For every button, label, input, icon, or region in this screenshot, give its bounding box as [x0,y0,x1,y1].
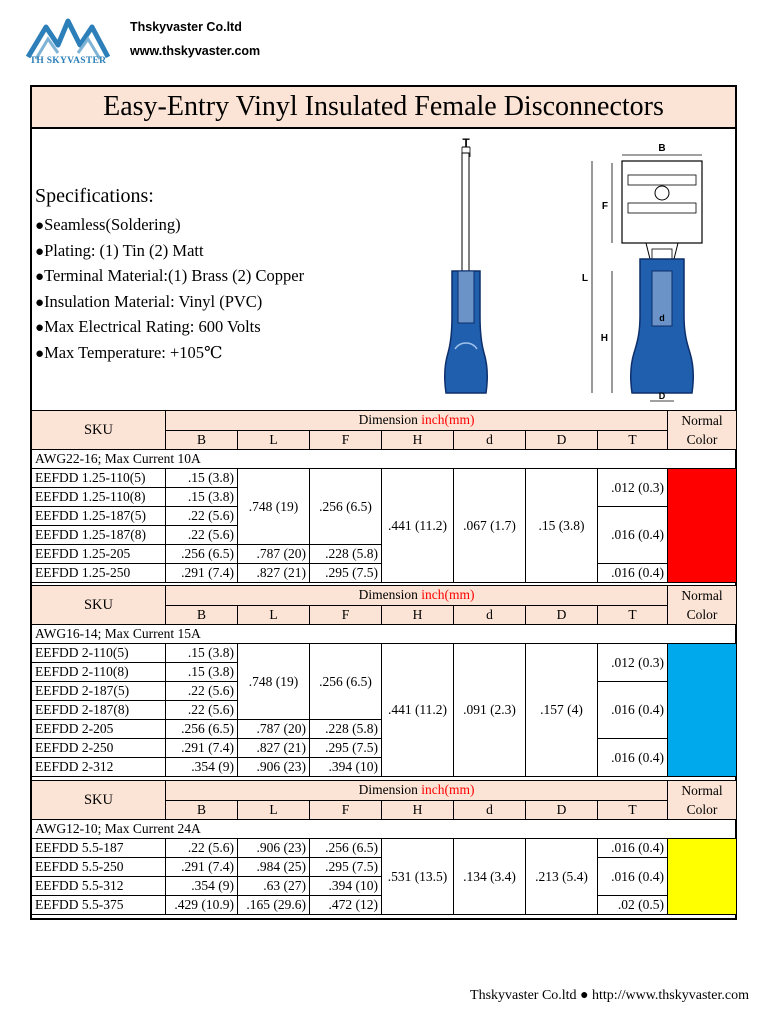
table-row [32,644,737,663]
h-cell: .441 (11.2) [382,644,454,777]
f-cell: .228 (5.8) [310,720,382,739]
b-cell: .15 (3.8) [166,488,238,507]
dim-label-t: T [462,136,470,150]
table-row [32,469,737,488]
h-cell: .531 (13.5) [382,839,454,915]
b-cell: .22 (5.6) [166,526,238,545]
t-cell: .016 (0.4) [598,564,668,583]
spec-item: ●Max Electrical Rating: 600 Volts [35,317,261,336]
b-cell: .15 (3.8) [166,644,238,663]
logo-brand-text: TH SKYVASTER [29,56,107,66]
l-cell: .165 (29.6) [238,896,310,915]
dimension-table-awg16-14 [31,585,737,777]
dim-label-b: B [658,143,666,154]
dimension-table-awg22-16 [31,410,737,583]
terminal-technical-drawing [422,131,732,409]
b-cell: .429 (10.9) [166,896,238,915]
color-swatch [668,839,737,915]
sku-header: SKU [32,781,166,820]
l-cell: .984 (25) [238,858,310,877]
d-small-cell: .067 (1.7) [454,469,526,583]
unit-label: inch(mm) [421,412,475,428]
column-header-t: T [598,430,668,450]
column-header-t: T [598,800,668,820]
f-cell: .394 (10) [310,758,382,777]
sku-cell: EEFDD 2-110(5) [32,644,166,663]
footer-url[interactable]: http://www.thskyvaster.com [592,988,749,1003]
front-view-drawing [582,143,702,401]
normal-color-header: Normal Color [668,411,737,450]
f-cell: .394 (10) [310,877,382,896]
f-cell: .472 (12) [310,896,382,915]
d-small-cell: .091 (2.3) [454,644,526,777]
f-cell: .295 (7.5) [310,739,382,758]
d-big-cell: .157 (4) [526,644,598,777]
column-header-d-small: d [454,605,526,625]
spec-item: ●Terminal Material:(1) Brass (2) Copper [35,266,305,285]
l-cell: .906 (23) [238,758,310,777]
b-cell: .22 (5.6) [166,839,238,858]
b-cell: .15 (3.8) [166,469,238,488]
t-cell: .016 (0.4) [598,839,668,858]
bullet-icon: ● [35,320,45,336]
color-swatch [668,644,737,777]
sku-cell: EEFDD 1.25-110(5) [32,469,166,488]
t-cell: .016 (0.4) [598,682,668,739]
sku-cell: EEFDD 1.25-250 [32,564,166,583]
t-cell: .016 (0.4) [598,507,668,564]
b-cell: .291 (7.4) [166,858,238,877]
column-header-d-small: d [454,800,526,820]
h-cell: .441 (11.2) [382,469,454,583]
column-header-f: F [310,605,382,625]
t-cell: .02 (0.5) [598,896,668,915]
group-label: AWG16-14; Max Current 15A [32,625,737,644]
b-cell: .22 (5.6) [166,507,238,526]
l-cell: .748 (19) [238,469,310,545]
dim-label-d-small: d [659,313,665,323]
color-swatch [668,469,737,583]
sku-cell: EEFDD 1.25-110(8) [32,488,166,507]
l-cell: .748 (19) [238,644,310,720]
f-cell: .295 (7.5) [310,858,382,877]
bullet-icon: ● [35,269,45,285]
bullet-icon: ● [580,988,589,1003]
table-row [32,839,737,858]
dimension-header: Dimension inch(mm) [166,781,668,801]
bullet-icon: ● [35,345,45,362]
l-cell: .827 (21) [238,564,310,583]
f-cell: .295 (7.5) [310,564,382,583]
specifications-section [32,129,735,411]
b-cell: .256 (6.5) [166,720,238,739]
unit-label: inch(mm) [421,587,475,603]
b-cell: .22 (5.6) [166,701,238,720]
f-cell: .256 (6.5) [310,469,382,545]
l-cell: .787 (20) [238,720,310,739]
column-header-d-small: d [454,430,526,450]
f-cell: .228 (5.8) [310,545,382,564]
spec-item: ●Plating: (1) Tin (2) Matt [35,240,204,260]
t-cell: .016 (0.4) [598,739,668,777]
page-header [0,0,768,80]
sku-cell: EEFDD 2-205 [32,720,166,739]
sku-cell: EEFDD 1.25-187(5) [32,507,166,526]
spec-item: ●Max Temperature: +105℃ [35,342,223,362]
dimension-header: Dimension inch(mm) [166,586,668,606]
b-cell: .22 (5.6) [166,682,238,701]
footer-company: Thskyvaster Co.ltd [470,988,577,1003]
side-view-drawing [445,136,488,393]
dim-label-h: H [600,333,608,344]
t-cell: .016 (0.4) [598,858,668,896]
column-header-d-big: D [526,430,598,450]
sku-cell: EEFDD 2-187(8) [32,701,166,720]
column-header-b: B [166,430,238,450]
sku-header: SKU [32,586,166,625]
spec-item: ●Insulation Material: Vinyl (PVC) [35,291,263,311]
company-website[interactable]: www.thskyvaster.com [130,44,261,58]
sku-cell: EEFDD 1.25-205 [32,545,166,564]
b-cell: .354 (9) [166,758,238,777]
sku-cell: EEFDD 2-110(8) [32,663,166,682]
sku-cell: EEFDD 2-312 [32,758,166,777]
sku-header: SKU [32,411,166,450]
column-header-h: H [382,605,454,625]
sku-cell: EEFDD 5.5-375 [32,896,166,915]
l-cell: .63 (27) [238,877,310,896]
column-header-b: B [166,605,238,625]
d-small-cell: .134 (3.4) [454,839,526,915]
normal-color-header: Normal Color [668,781,737,820]
b-cell: .354 (9) [166,877,238,896]
l-cell: .906 (23) [238,839,310,858]
column-header-l: L [238,800,310,820]
column-header-h: H [382,430,454,450]
dimension-header: Dimension inch(mm) [166,411,668,431]
sku-cell: EEFDD 1.25-187(8) [32,526,166,545]
t-cell: .012 (0.3) [598,644,668,682]
l-cell: .827 (21) [238,739,310,758]
page-footer [470,988,749,1004]
dimension-table-awg12-10 [31,780,737,915]
column-header-l: L [238,430,310,450]
sku-cell: EEFDD 5.5-312 [32,877,166,896]
column-header-f: F [310,430,382,450]
sku-cell: EEFDD 5.5-250 [32,858,166,877]
b-cell: .256 (6.5) [166,545,238,564]
t-cell: .012 (0.3) [598,469,668,507]
specifications-list [35,213,304,366]
f-cell: .256 (6.5) [310,644,382,720]
company-name: Thskyvaster Co.ltd [130,20,242,34]
group-label: AWG22-16; Max Current 10A [32,450,737,469]
b-cell: .291 (7.4) [166,564,238,583]
dim-label-d-big: D [658,391,666,401]
l-cell: .787 (20) [238,545,310,564]
column-header-t: T [598,605,668,625]
b-cell: .291 (7.4) [166,739,238,758]
page-title: Easy-Entry Vinyl Insulated Female Disconnectors [32,87,735,129]
column-header-d-big: D [526,800,598,820]
column-header-l: L [238,605,310,625]
d-big-cell: .213 (5.4) [526,839,598,915]
column-header-f: F [310,800,382,820]
spec-item: ●Seamless(Soldering) [35,215,181,234]
column-header-d-big: D [526,605,598,625]
column-header-b: B [166,800,238,820]
f-cell: .256 (6.5) [310,839,382,858]
dim-label-l: L [581,273,588,284]
unit-label: inch(mm) [421,782,475,798]
normal-color-header: Normal Color [668,586,737,625]
specifications-heading: Specifications: [35,185,154,207]
bullet-icon: ● [35,218,45,234]
group-label: AWG12-10; Max Current 24A [32,820,737,839]
bullet-icon: ● [35,294,45,311]
sku-cell: EEFDD 2-250 [32,739,166,758]
column-header-h: H [382,800,454,820]
bullet-icon: ● [35,243,45,260]
d-big-cell: .15 (3.8) [526,469,598,583]
b-cell: .15 (3.8) [166,663,238,682]
sku-cell: EEFDD 2-187(5) [32,682,166,701]
dim-label-f: F [601,201,608,212]
sku-cell: EEFDD 5.5-187 [32,839,166,858]
